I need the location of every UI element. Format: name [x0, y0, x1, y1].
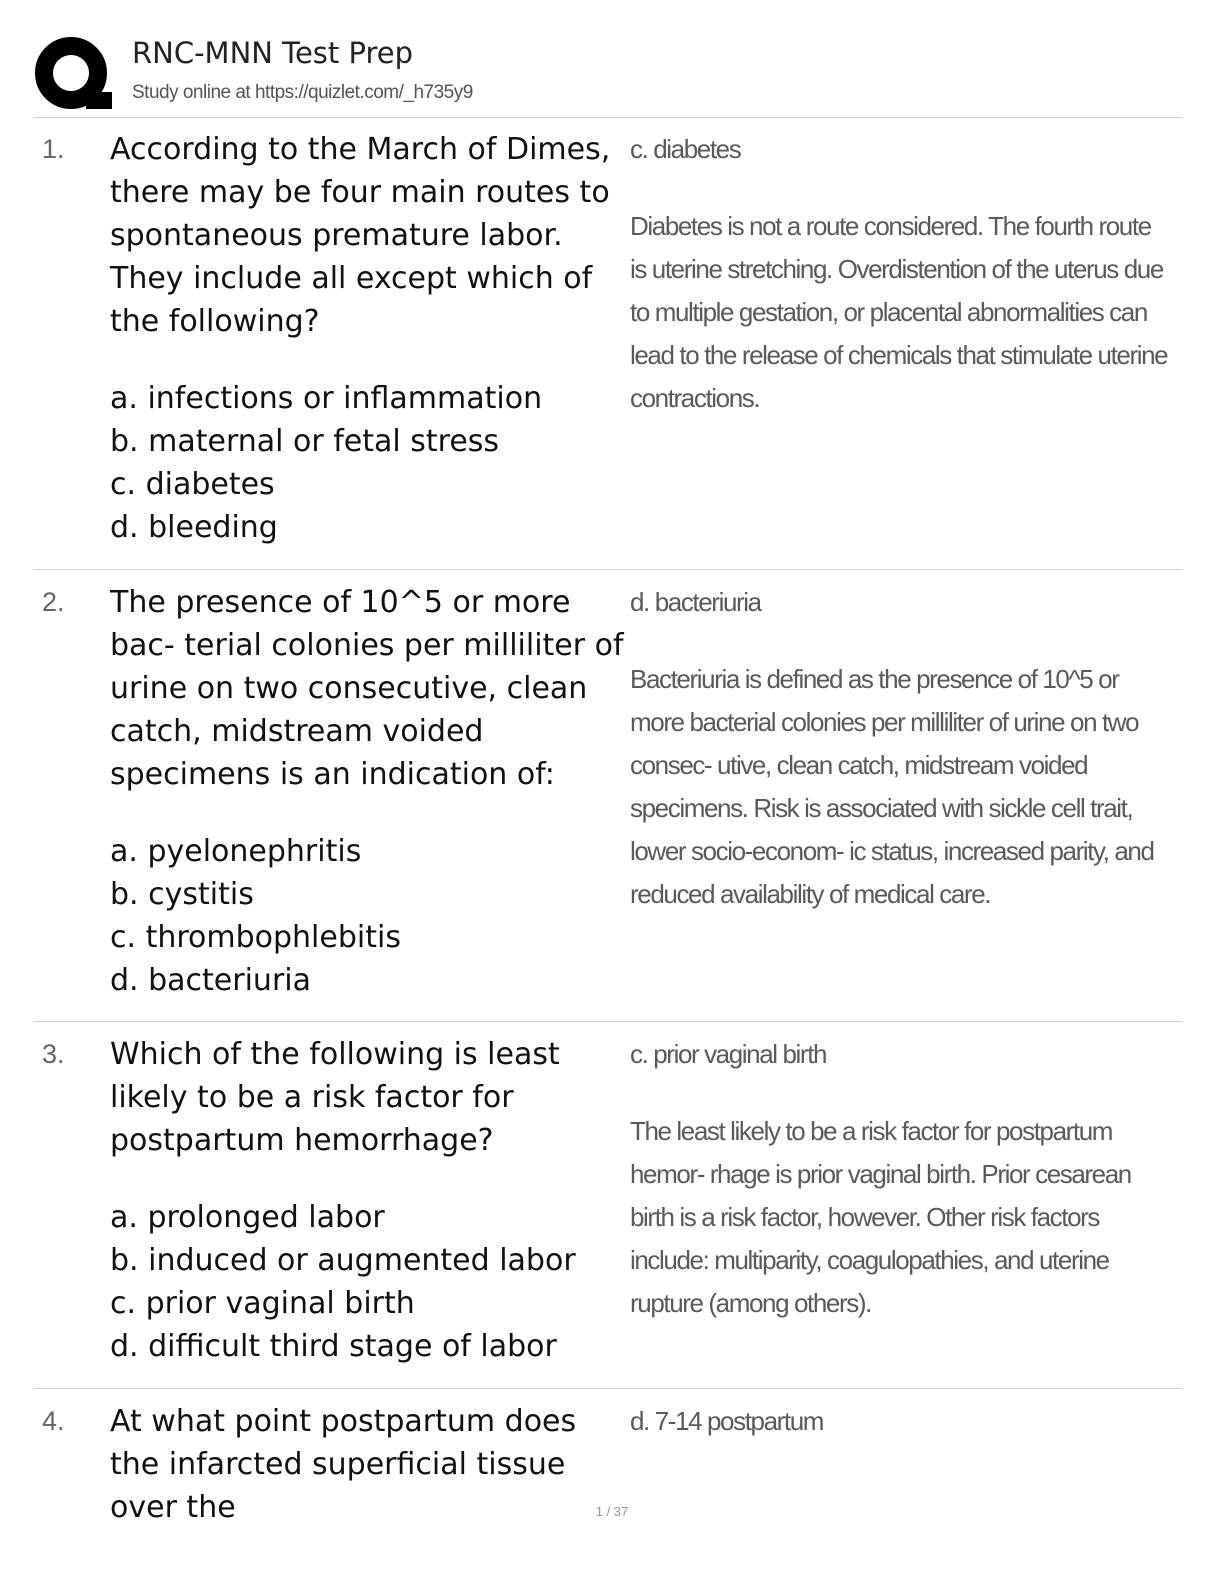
option: c. prior vaginal birth [110, 1286, 415, 1321]
options-list [110, 377, 630, 549]
question [110, 581, 630, 1002]
page-number: 1 / 37 [595, 1504, 629, 1519]
option: b. induced or augmented labor [110, 1243, 576, 1278]
option: a. prolonged labor [110, 1200, 385, 1235]
answer-choice: c. diabetes [630, 134, 741, 164]
question-text: The presence of 10^5 or more bac- terial colonies per milliliter of urine on two consecutive, clean catch, midstream voided specimens is an indication of: [110, 585, 624, 792]
divider [34, 117, 1182, 118]
divider [34, 569, 1182, 570]
answer [630, 128, 1168, 420]
option: b. maternal or fetal stress [110, 424, 500, 459]
option: c. thrombophlebitis [110, 920, 401, 955]
option: b. cystitis [110, 877, 254, 912]
answer-explanation: Diabetes is not a route considered. The fourth route is uterine stretching. Overdistention of the uterus due to multiple gestation, or placental abnormalities can lead to the release of chemicals that stimulate uterine contractions. [630, 211, 1168, 413]
card-number: 3. [42, 1039, 65, 1069]
option: a. pyelonephritis [110, 834, 362, 869]
answer [630, 1033, 1168, 1325]
answer-choice: c. prior vaginal birth [630, 1039, 827, 1069]
question-text: Which of the following is least likely to be a risk factor for postpartum hemorrhage? [110, 1037, 560, 1158]
page-header [34, 32, 1182, 118]
card-number: 4. [42, 1406, 65, 1436]
answer-explanation: The least likely to be a risk factor for postpartum hemor- rhage is prior vaginal birth. Prior cesarean birth is a risk factor, however. Other risk factors include: multiparity, coagulopathies, and uterine rupture (among others). [630, 1116, 1131, 1318]
options-list [110, 830, 630, 1002]
divider [34, 1021, 1182, 1022]
options-list [110, 1196, 630, 1368]
answer [630, 1400, 1168, 1443]
page-title: RNC-MNN Test Prep [132, 36, 414, 70]
question [110, 128, 630, 549]
study-link[interactable]: Study online at https://quizlet.com/_h735y9 [132, 82, 473, 103]
option: d. bacteriuria [110, 963, 311, 998]
answer-choice: d. 7-14 postpartum [630, 1406, 824, 1436]
answer-choice: d. bacteriuria [630, 587, 761, 617]
question [110, 1033, 630, 1368]
answer [630, 581, 1168, 916]
option: a. infections or inflammation [110, 381, 543, 416]
question-text: At what point postpartum does the infarcted superficial tissue over the [110, 1404, 577, 1525]
option: c. diabetes [110, 467, 275, 502]
question-text: According to the March of Dimes, there may be four main routes to spontaneous premature labor. They include all except which of the following? [110, 132, 611, 339]
divider [34, 1388, 1182, 1389]
option: d. bleeding [110, 510, 278, 545]
option: d. difficult third stage of labor [110, 1329, 557, 1364]
quizlet-q-logo-icon [34, 36, 112, 114]
card-number: 1. [42, 134, 65, 164]
card-number: 2. [42, 587, 65, 617]
answer-explanation: Bacteriuria is defined as the presence of 10^5 or more bacterial colonies per milliliter of urine on two consec- utive, clean catch, midstream voided specimens. Risk is associated with sickle cell trait, lower socio-econom- ic status, increased parity, and reduced availability of medical care. [630, 664, 1154, 909]
